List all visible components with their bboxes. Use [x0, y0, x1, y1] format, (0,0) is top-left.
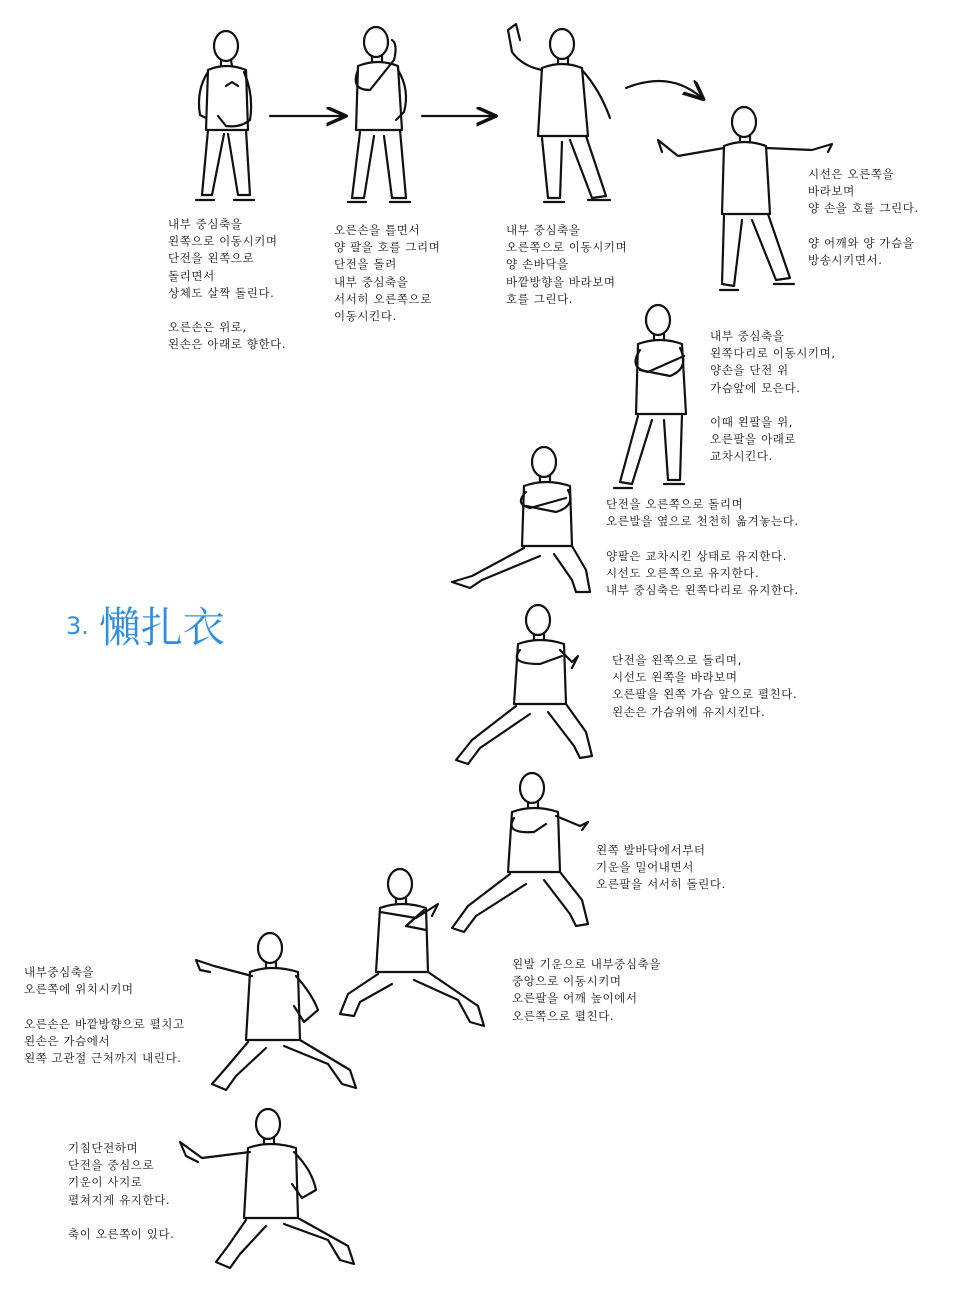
figure-step-1 [196, 31, 254, 200]
caption-line: 방송시키면서. [808, 253, 883, 267]
caption-line: 바깥방향을 바라보며 [506, 274, 616, 289]
caption-line: 단전을 돌려 [334, 257, 397, 272]
caption-line: 시선도 오른쪽으로 유지한다. [606, 565, 760, 580]
caption-line: 양 손바닥을 [506, 257, 569, 272]
caption-line: 왼손은 가슴위에 유지시킨다. [612, 704, 766, 719]
figure-step-2 [348, 27, 410, 202]
caption-step-8 [596, 842, 726, 894]
caption-line: 왼발 기운으로 내부중심축을 [512, 957, 662, 971]
caption-step-4 [808, 166, 919, 269]
caption-step-3 [506, 222, 627, 308]
caption-line: 양 손을 호를 그린다. [808, 201, 919, 216]
caption-line: 왼쪽 발바닥에서부터 [596, 843, 706, 857]
caption-line: 오른손은 바깥방향으로 펼치고 [24, 1016, 185, 1031]
caption-line: 서서히 오른쪽으로 [334, 291, 432, 306]
caption-gap [808, 218, 919, 235]
caption-line: 중앙으로 이동시키며 [512, 974, 622, 989]
section-title [66, 596, 225, 658]
caption-line: 가슴앞에 모은다. [710, 380, 801, 395]
caption-gap [68, 1209, 174, 1226]
caption-line: 단전을 중심으로 [68, 1158, 155, 1173]
caption-line: 오른쪽으로 이동시키며 [506, 240, 628, 255]
caption-line: 오른발을 옆으로 천천히 옮겨놓는다. [606, 514, 799, 529]
caption-line: 왼쪽으로 이동시키며 [168, 234, 278, 249]
caption-line: 상체도 살짝 돌린다. [168, 285, 275, 300]
caption-line: 펼쳐지게 유지한다. [68, 1192, 171, 1207]
caption-line: 왼쪽 고관절 근처까지 내린다. [24, 1051, 182, 1065]
caption-line: 기침단전하며 [68, 1141, 139, 1155]
caption-step-10 [24, 964, 185, 1067]
caption-line: 왼쪽다리로 이동시키며, [710, 346, 836, 361]
caption-step-5 [710, 328, 836, 466]
section-number: 3. [66, 612, 89, 640]
caption-line: 시선은 오른쪽을 [808, 167, 895, 181]
figure-step-9 [340, 869, 484, 1026]
caption-gap [710, 397, 836, 414]
caption-line: 양손을 단전 위 [710, 363, 789, 378]
caption-line: 내부 중심축을 [506, 223, 581, 237]
caption-line: 왼손은 가슴에서 [24, 1033, 111, 1048]
caption-step-1 [168, 216, 286, 354]
caption-line: 기운을 밀어내면서 [596, 860, 694, 875]
caption-step-6 [606, 496, 799, 599]
caption-line: 오른팔을 어깨 높이에서 [512, 991, 638, 1006]
caption-step-7 [612, 652, 797, 721]
caption-line: 기운이 사지로 [68, 1175, 143, 1190]
caption-gap [24, 998, 185, 1015]
figure-step-10 [196, 933, 356, 1090]
arrow-step-3-to-4 [626, 81, 702, 98]
caption-line: 내부 중심축을 [710, 329, 785, 343]
caption-line: 내부 중심축은 왼쪽다리로 유지한다. [606, 583, 799, 597]
figure-step-7 [456, 605, 592, 764]
caption-line: 오른쪽으로 펼친다. [512, 1008, 615, 1023]
figure-step-8 [452, 773, 588, 932]
caption-line: 단전을 오른쪽으로 돌리며 [606, 497, 744, 511]
caption-line: 내부 중심축을 [168, 217, 243, 231]
caption-line: 시선도 왼쪽을 바라보며 [612, 670, 738, 685]
figure-step-4 [658, 107, 832, 290]
caption-line: 오른쪽에 위치시키며 [24, 982, 134, 997]
figure-step-3 [508, 24, 610, 202]
caption-line: 내부중심축을 [24, 965, 95, 979]
figure-step-6 [452, 447, 590, 592]
caption-line: 오른손은 위로, [168, 320, 247, 335]
caption-line: 교차시킨다. [710, 449, 773, 464]
caption-line: 바라보며 [808, 184, 855, 199]
caption-gap [168, 302, 286, 319]
caption-line: 오른팔을 왼쪽 가슴 앞으로 펼친다. [612, 687, 798, 702]
caption-line: 양 어깨와 양 가슴을 [808, 235, 915, 250]
caption-step-2 [334, 222, 440, 325]
section-name: 懶扎衣 [98, 603, 225, 652]
caption-line: 이때 왼팔을 위, [710, 415, 794, 429]
figure-step-5 [614, 305, 686, 488]
caption-gap [606, 530, 799, 547]
caption-line: 돌리면서 [168, 268, 215, 283]
caption-line: 단전을 왼쪽으로 돌리며, [612, 653, 742, 667]
caption-line: 내부 중심축을 [334, 274, 409, 289]
caption-line: 축이 오른쪽이 있다. [68, 1227, 175, 1241]
caption-step-11 [68, 1140, 174, 1243]
caption-step-9 [512, 956, 661, 1025]
caption-line: 이동시킨다. [334, 309, 397, 324]
caption-line: 단전을 왼쪽으로 [168, 251, 255, 266]
caption-line: 왼손은 아래로 향한다. [168, 337, 287, 352]
figure-step-11 [180, 1109, 354, 1268]
caption-line: 양팔은 교차시킨 상태로 유지한다. [606, 548, 787, 563]
caption-line: 오른팔을 아래로 [710, 432, 797, 447]
caption-line: 오른손을 틀면서 [334, 223, 421, 237]
caption-line: 양 팔을 호를 그리며 [334, 240, 441, 255]
caption-line: 호를 그린다. [506, 291, 574, 306]
caption-line: 오른팔을 서서히 돌린다. [596, 877, 726, 892]
